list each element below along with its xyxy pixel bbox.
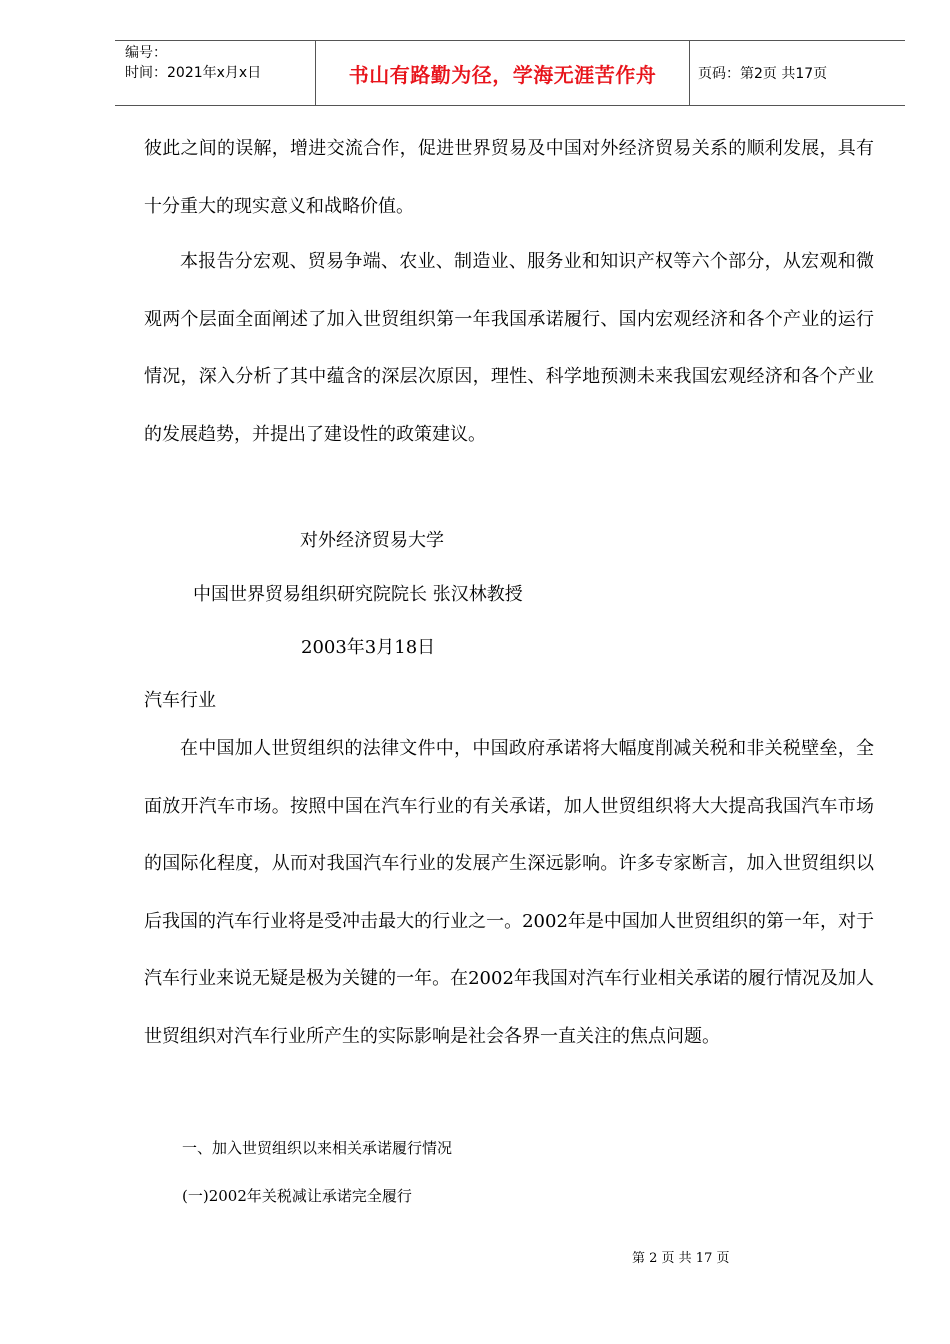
page-footer: 第 2 页 共 17 页 bbox=[632, 1251, 730, 1266]
header-page-info: 页码：第2页 共17页 bbox=[698, 66, 828, 82]
page-header bbox=[115, 40, 905, 106]
paragraph-report-overview: 本报告分宏观、贸易争端、农业、制造业、服务业和知识产权等六个部分，从宏观和微观两个层面全面阐述了加入世贸组织第一年我国承诺履行、国内宏观经济和各个产业的运行情况，深入分析了其中蕴含的深层次原因，理性、科学地预测未来我国宏观经济和各个产业的发展趋势，并提出了建设性的政策建议。 bbox=[144, 251, 874, 445]
subheading-commitments: 一、加入世贸组织以来相关承诺履行情况 bbox=[182, 1139, 453, 1157]
signature-university: 对外经济贸易大学 bbox=[300, 530, 444, 551]
header-meta bbox=[115, 41, 316, 105]
document-time-label: 时间：2021年x月x日 bbox=[125, 65, 262, 81]
paragraph-auto-industry: 在中国加人世贸组织的法律文件中，中国政府承诺将大幅度削减关税和非关税壁垒，全面放开汽车市场。按照中国在汽车行业的有关承诺，加人世贸组织将大大提高我国汽车市场的国际化程度，从而对我国汽车行业的发展产生深远影响。许多专家断言，加入世贸组织以后我国的汽车行业将是受冲击最大的行业之一。2002年是中国加人世贸组织的第一年，对于汽车行业来说无疑是极为关键的一年。在2002年我国对汽车行业相关承诺的履行情况及加人世贸组织对汽车行业所产生的实际影响是社会各界一直关注的焦点问题。 bbox=[144, 738, 874, 1047]
signature-date: 2003年3月18日 bbox=[301, 637, 436, 658]
header-motto: 书山有路勤为径，学海无涯苦作舟 bbox=[348, 62, 657, 87]
signature-author: 中国世界贸易组织研究院院长 张汉林教授 bbox=[193, 584, 523, 605]
header-page-info-cell bbox=[690, 41, 905, 105]
section-title: 汽车行业 bbox=[144, 690, 216, 711]
header-motto-cell bbox=[316, 41, 690, 105]
document-number-label: 编号： bbox=[125, 45, 167, 61]
subheading-tariff: (一)2002年关税减让承诺完全履行 bbox=[182, 1187, 412, 1205]
paragraph-continuation: 彼此之间的误解，增进交流合作，促进世界贸易及中国对外经济贸易关系的顺利发展，具有十分重大的现实意义和战略价值。 bbox=[144, 138, 874, 217]
